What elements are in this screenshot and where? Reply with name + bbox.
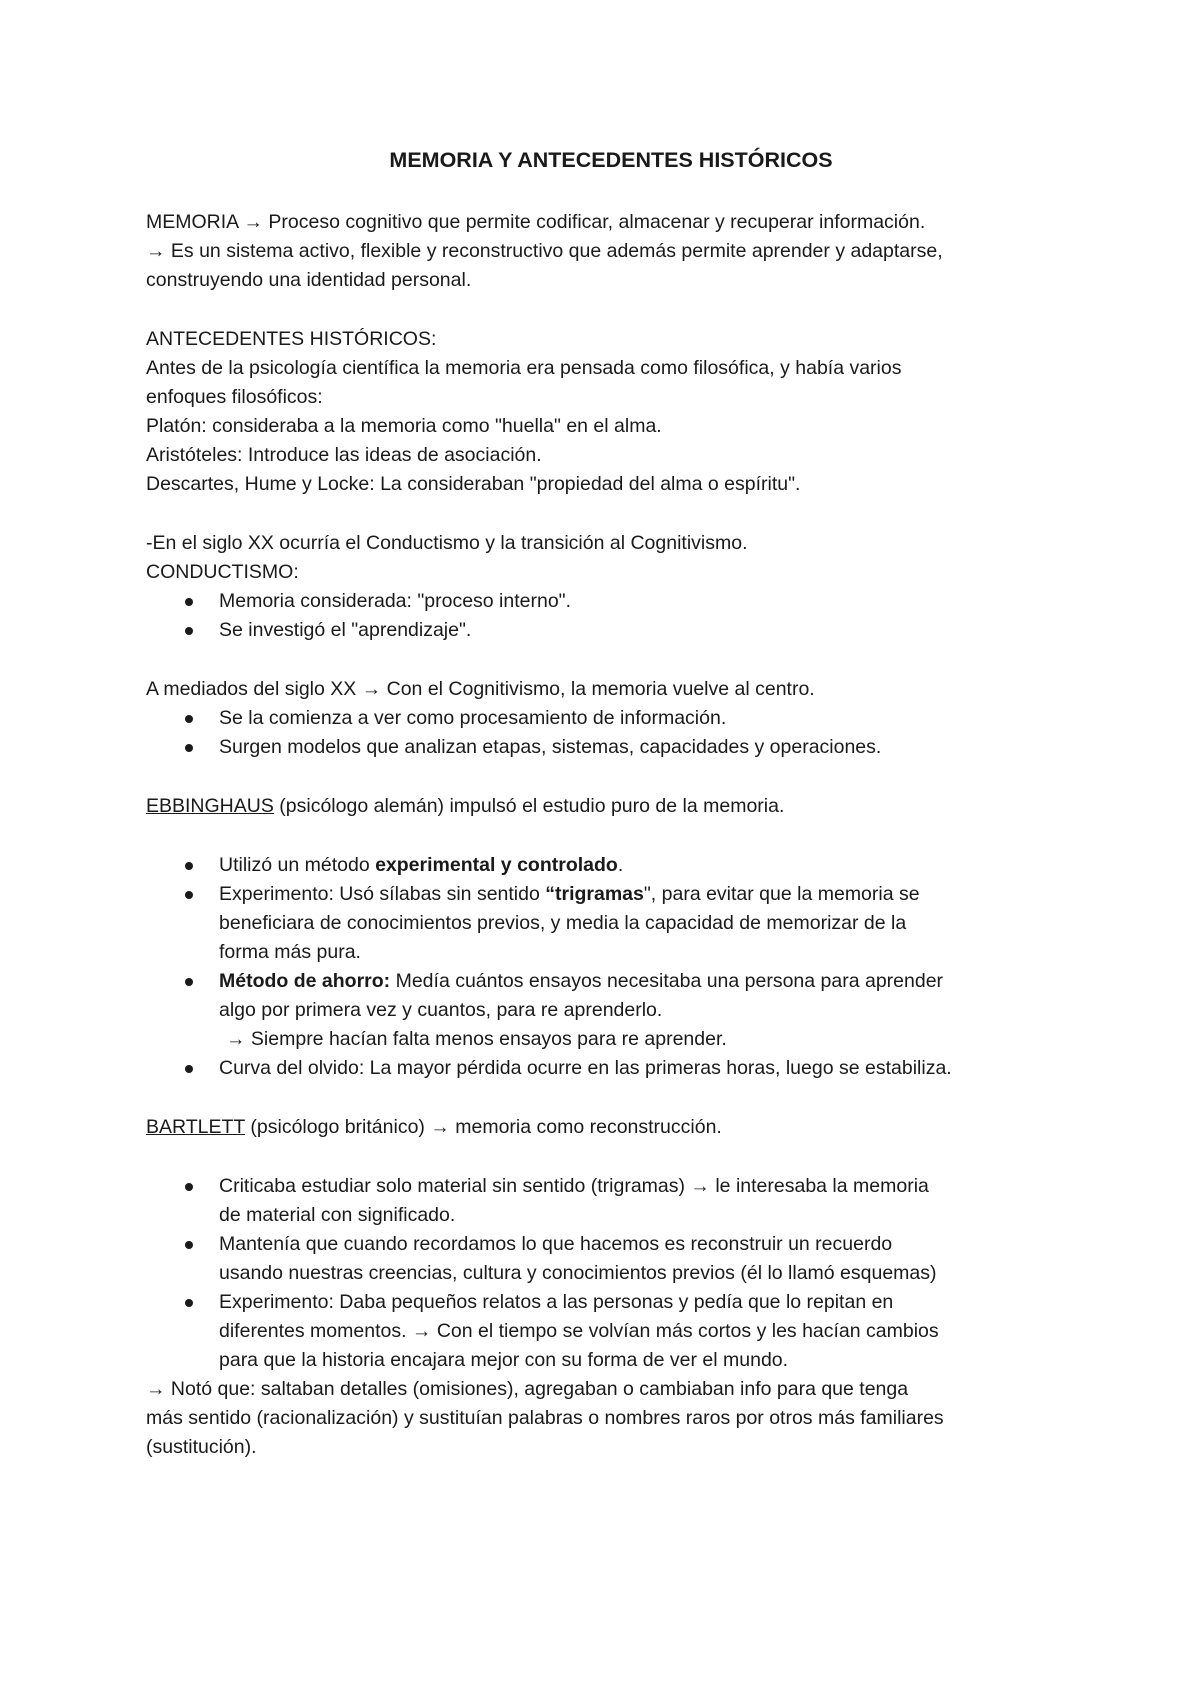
list-item-text: beneficiara de conocimientos previos, y media la capacidad de memorizar de la — [219, 912, 907, 934]
antecedentes-heading: ANTECEDENTES HISTÓRICOS: — [146, 328, 437, 350]
list-item-text: Mantenía que cuando recordamos lo que hacemos es reconstruir un recuerdo — [219, 1233, 893, 1255]
bullet-icon — [185, 1183, 193, 1191]
bullet-icon — [185, 1299, 193, 1307]
list-item-text: forma más pura. — [219, 941, 361, 963]
bartlett-name: BARTLETT — [146, 1116, 245, 1138]
bartlett-note-line-2: más sentido (racionalización) y sustituían palabras o nombres raros por otros más familiares — [146, 1407, 944, 1429]
text-run: . — [617, 854, 624, 876]
list-item-text: para que la historia encajara mejor con su forma de ver el mundo. — [219, 1349, 789, 1371]
list-item-text: usando nuestras creencias, cultura y conocimientos previos (él lo llamó esquemas) — [219, 1262, 937, 1284]
siglo-xx-line: -En el siglo XX ocurría el Conductismo y la transición al Cognitivismo. — [146, 532, 748, 554]
list-item-text: Criticaba estudiar solo material sin sentido (trigramas) → le interesaba la memoria — [219, 1175, 929, 1197]
list-item-text: Se la comienza a ver como procesamiento de información. — [219, 707, 727, 729]
list-item-text: de material con significado. — [219, 1204, 456, 1226]
aristoteles-line: Aristóteles: Introduce las ideas de asociación. — [146, 444, 542, 466]
ebbinghaus-intro-text: (psicólogo alemán) impulsó el estudio puro de la memoria. — [273, 795, 785, 817]
list-item-text: Se investigó el "aprendizaje". — [219, 619, 472, 641]
ebbinghaus-intro — [146, 792, 784, 821]
descartes-line: Descartes, Hume y Locke: La consideraban "propiedad del alma o espíritu". — [146, 473, 801, 495]
document-title: MEMORIA Y ANTECEDENTES HISTÓRICOS — [389, 148, 833, 172]
list-item-text: algo por primera vez y cuantos, para re aprenderlo. — [219, 999, 663, 1021]
bartlett-note-line-3: (sustitución). — [146, 1436, 257, 1458]
bartlett-note-line-1: → Notó que: saltaban detalles (omisiones), agregaban o cambiaban info para que tenga — [146, 1378, 909, 1400]
list-item-text: diferentes momentos. → Con el tiempo se volvían más cortos y les hacían cambios — [219, 1320, 939, 1342]
memoria-line-3: construyendo una identidad personal. — [146, 269, 472, 291]
list-item-text — [219, 880, 920, 909]
conductismo-heading: CONDUCTISMO: — [146, 561, 299, 583]
list-item-text — [219, 851, 623, 880]
list-item-text — [219, 967, 943, 996]
bullet-icon — [185, 598, 193, 606]
bullet-icon — [185, 978, 193, 986]
text-run: Medía cuántos ensayos necesitaba una persona para aprender — [390, 970, 944, 992]
bullet-icon — [185, 744, 193, 752]
bullet-icon — [185, 715, 193, 723]
list-item-text: → Siempre hacían falta menos ensayos para re aprender. — [226, 1028, 727, 1050]
bullet-icon — [185, 1065, 193, 1073]
platon-line: Platón: consideraba a la memoria como "huella" en el alma. — [146, 415, 662, 437]
bold-text: Método de ahorro: — [219, 970, 391, 992]
list-item-text: Surgen modelos que analizan etapas, sistemas, capacidades y operaciones. — [219, 736, 882, 758]
cognitivismo-line: A mediados del siglo XX → Con el Cognitivismo, la memoria vuelve al centro. — [146, 678, 815, 700]
list-item-text: Curva del olvido: La mayor pérdida ocurre en las primeras horas, luego se estabiliza. — [219, 1057, 952, 1079]
bullet-icon — [185, 1241, 193, 1249]
bullet-icon — [185, 627, 193, 635]
ebbinghaus-name: EBBINGHAUS — [146, 795, 274, 817]
bullet-icon — [185, 862, 193, 870]
bold-text: “trigramas — [545, 883, 644, 905]
memoria-line-2: → Es un sistema activo, flexible y reconstructivo que además permite aprender y adaptarse, — [146, 240, 943, 262]
bartlett-intro — [146, 1113, 722, 1142]
list-item-text: Experimento: Daba pequeños relatos a las personas y pedía que lo repitan en — [219, 1291, 894, 1313]
bartlett-intro-text: (psicólogo británico) → memoria como reconstrucción. — [244, 1116, 722, 1138]
text-run: Utilizó un método — [219, 854, 376, 876]
bullet-icon — [185, 891, 193, 899]
antecedentes-line-1: Antes de la psicología científica la memoria era pensada como filosófica, y había varios — [146, 357, 902, 379]
text-run: ", para evitar que la memoria se — [643, 883, 920, 905]
bold-text: experimental y controlado — [375, 854, 618, 876]
text-run: Experimento: Usó sílabas sin sentido — [219, 883, 546, 905]
memoria-definition: MEMORIA → Proceso cognitivo que permite codificar, almacenar y recuperar información. — [146, 211, 926, 233]
list-item-text: Memoria considerada: "proceso interno". — [219, 590, 572, 612]
antecedentes-line-2: enfoques filosóficos: — [146, 386, 323, 408]
